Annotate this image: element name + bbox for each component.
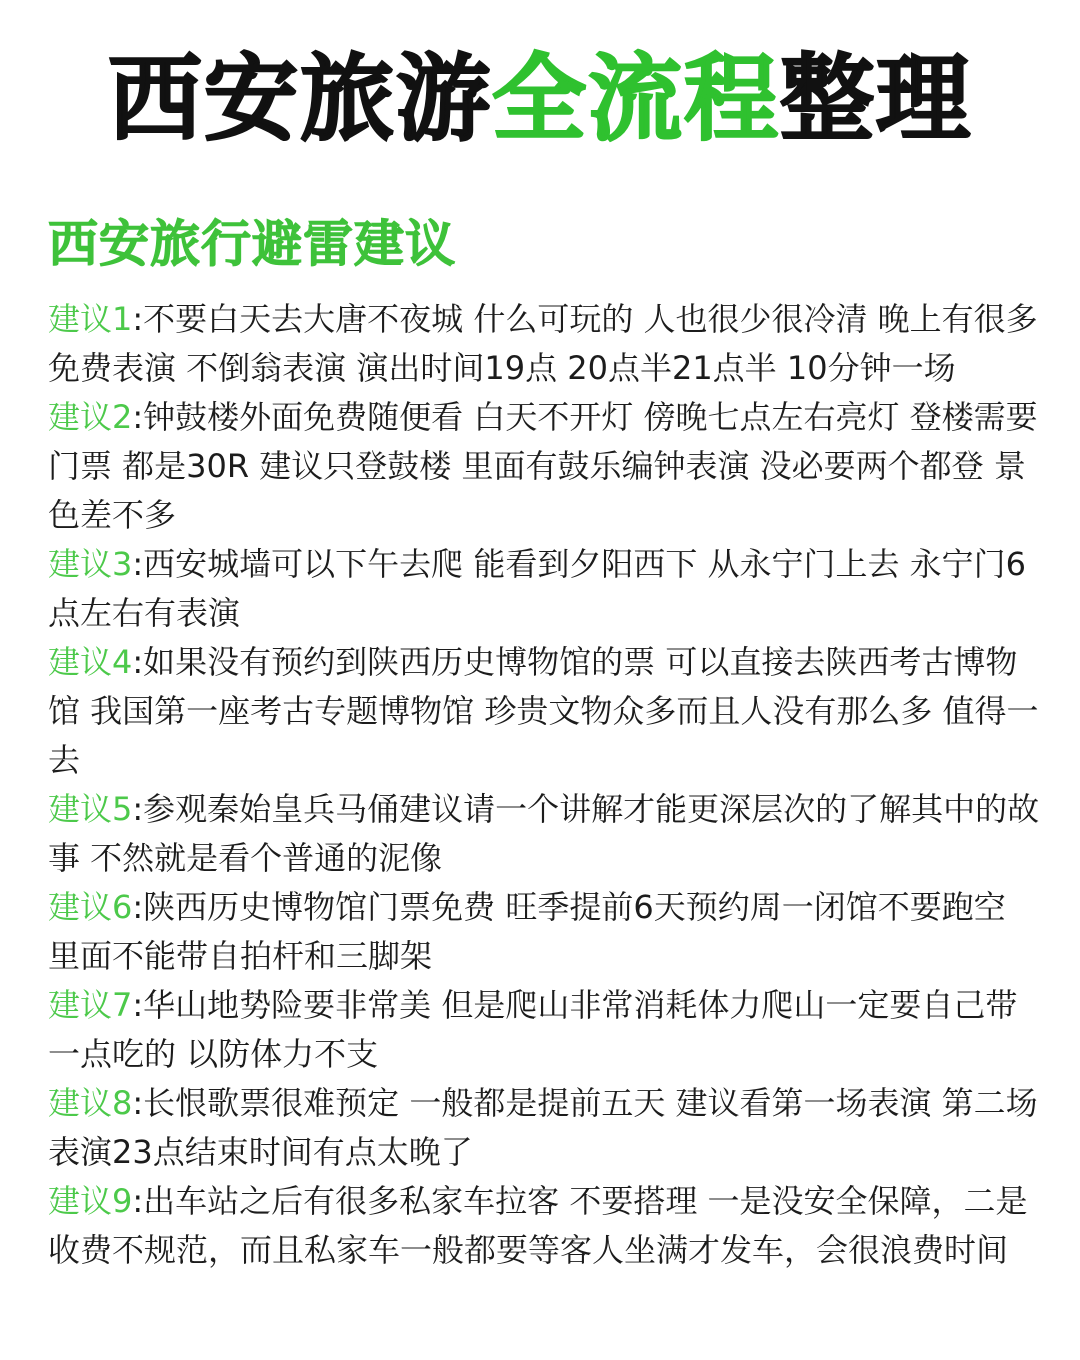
tip-item-2 [48,393,1043,540]
tip-label: 建议4 [48,643,133,681]
tip-label: 建议7 [48,986,133,1024]
tip-item-7 [48,981,1043,1079]
tip-text: :不要白天去大唐不夜城 什么可玩的 人也很少很冷清 晚上有很多免费表演 不倒翁表演 演出时间19点 20点半21点半 10分钟一场 [48,300,1038,387]
title-part-full-process: 全流程 [491,45,780,154]
tip-item-3 [48,540,1043,638]
tip-label: 建议1 [48,300,133,338]
title-part-organize: 整理 [780,45,973,154]
tip-item-9 [48,1177,1043,1275]
tip-label: 建议2 [48,398,133,436]
tip-text: :华山地势险要非常美 但是爬山非常消耗体力爬山一定要自己带一点吃的 以防体力不支 [48,986,1018,1073]
tip-text: :长恨歌票很难预定 一般都是提前五天 建议看第一场表演 第二场表演23点结束时间有点太晚了 [48,1084,1038,1171]
tip-label: 建议8 [48,1084,133,1122]
tip-label: 建议5 [48,790,133,828]
tip-text: :参观秦始皇兵马俑建议请一个讲解才能更深层次的了解其中的故事 不然就是看个普通的泥像 [48,790,1040,877]
tip-item-6 [48,883,1043,981]
tip-item-1 [48,295,1043,393]
tip-text: :陕西历史博物馆门票免费 旺季提前6天预约周一闭馆不要跑空 里面不能带自拍杆和三脚架 [48,888,1006,975]
section-title: 西安旅行避雷建议 [48,215,456,273]
tip-label: 建议6 [48,888,133,926]
title-part-xian-travel: 西安旅游 [107,45,492,154]
tip-label: 建议3 [48,545,133,583]
tip-item-5 [48,785,1043,883]
tip-item-8 [48,1079,1043,1177]
tips-list [48,295,1043,1275]
page-title [0,40,1080,160]
tip-label: 建议9 [48,1182,133,1220]
tip-text: :出车站之后有很多私家车拉客 不要搭理 一是没安全保障，二是收费不规范，而且私家车一般都要等客人坐满才发车，会很浪费时间 [48,1182,1028,1269]
tip-text: :钟鼓楼外面免费随便看 白天不开灯 傍晚七点左右亮灯 登楼需要门票 都是30R 建议只登鼓楼 里面有鼓乐编钟表演 没必要两个都登 景色差不多 [48,398,1038,534]
tip-text: :西安城墙可以下午去爬 能看到夕阳西下 从永宁门上去 永宁门6点左右有表演 [48,545,1027,632]
tip-item-4 [48,638,1043,785]
tip-text: :如果没有预约到陕西历史博物馆的票 可以直接去陕西考古博物馆 我国第一座考古专题博物馆 珍贵文物众多而且人没有那么多 值得一去 [48,643,1039,779]
